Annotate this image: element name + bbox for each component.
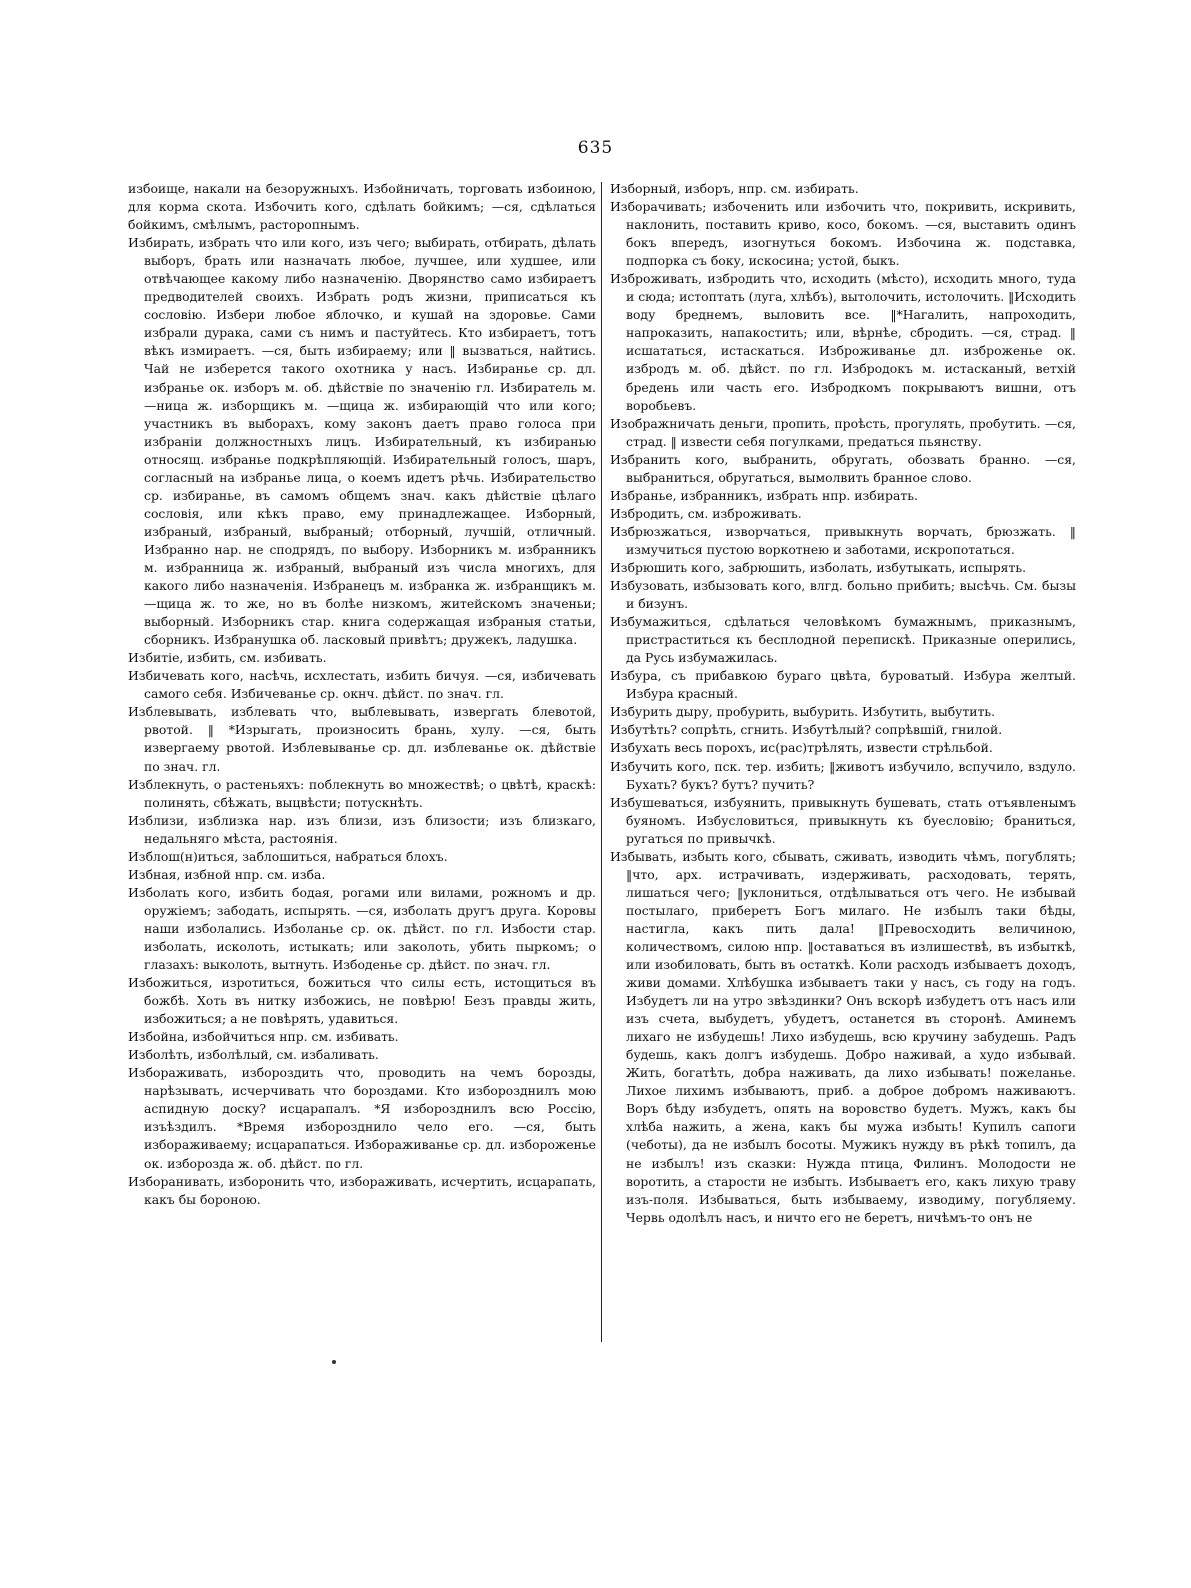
dictionary-entry: Избывать, избыть кого, сбывать, сживать, изводить чѣмъ, погублять; ‖что, арх. истрачивать, издерживать, расходовать, терять, лишаться чего; ‖уклониться, отдѣлываться отъ чего. Не избывай постылаго, приберетъ Богъ милаго. Не избылъ таки бѣды, настигла, какъ пить дала! ‖Превосходить величиною, количествомъ, силою нпр. ‖оставаться въ излишествѣ, въ избыткѣ, или изобиловать, быть въ остаткѣ. Коли расходъ избываетъ доходъ, живи домами. Хлѣбушка избываетъ таки у насъ, съ году на годъ. Избудетъ ли на утро звѣздинки? Онъ вскорѣ избудетъ отъ насъ или изъ счета, выбудетъ, убудетъ, останется въ сторонѣ. Аминемъ лихаго не избудешь! Лихо избудешь, всю кручину забудешь. Радъ будешь, какъ долгъ избудешь. Добро наживай, а худо избывай. Жить, богатѣть, добра наживать, да лихо избывать! пожеланье. Лихое лихимъ избываютъ, приб. а доброе добромъ наживаютъ. Воръ бѣду избудетъ, опять на воровство будетъ. Мужъ, какъ бы хлѣба нажить, а жена, какъ бы мужа избыть! Купилъ сапоги (чеботы), да не избылъ босоты. Мужикъ нужду въ рѣкѣ топилъ, да не избылъ! изъ сказки: Нужда птица, Филинъ. Молодости не воротить, а старости не избыть. Избываетъ его, какъ лихую траву изъ-поля. Избываться, быть избываему, изводиму, погубляему. Червь одолѣлъ насъ, и ничто его не беретъ, ничѣмъ-то онъ не — [610, 848, 1076, 1225]
dictionary-entry: Изблош(н)иться, заблошиться, набраться блохъ. — [128, 848, 448, 864]
dictionary-entry: Избутѣть? сопрѣть, сгнить. Избутѣлый? сопрѣвшій, гнилой. — [610, 722, 1003, 738]
dictionary-entry: Избойна, избойчиться нпр. см. избивать. — [128, 1029, 399, 1045]
dictionary-entry: Избитіе, избить, см. избивать. — [128, 650, 327, 666]
dictionary-entry: Изболѣть, изболѣлый, см. избаливать. — [128, 1047, 379, 1063]
dictionary-entry: Изболать кого, избить бодая, рогами или вилами, рожномъ и др. оружіемъ; забодать, испырять. —ся, изболать другъ друга. Коровы наши изболались. Изболанье ср. ок. дѣйст. по гл. Избости стар. изболать, исколоть, истыкать; или заколоть, убить пыркомъ; о глазахъ: выколоть, вытнуть. Избоденье ср. дѣйст. по знач. гл. — [128, 884, 596, 973]
dictionary-entry: Изображничать деньги, пропить, проѣсть, прогулять, пробутить. —ся, страд. ‖ извести себя погулками, предаться пьянству. — [610, 415, 1076, 449]
page-number: 635 — [577, 138, 614, 158]
dictionary-entry: Избораживать, избороздить что, проводить на чемъ борозды, нарѣзывать, исчерчивать что бороздами. Кто изборозднилъ мою аспидную доску? исцарапалъ. *Я изборозднилъ всю Россію, изъѣздилъ. *Время изборозднило чело его. —ся, быть избораживаему; исцарапаться. Избораживанье ср. дл. избороженье ок. изборозда ж. об. дѣйст. по гл. — [128, 1065, 596, 1171]
left-column — [128, 180, 596, 1360]
right-column — [610, 180, 1076, 1400]
dictionary-entry: Избушеваться, избуянить, привыкнуть бушевать, стать отъявленымъ буяномъ. Избусловиться, привыкнуть къ буесловію; браниться, ругаться по привычкѣ. — [610, 794, 1076, 846]
dictionary-entry: Изблекнуть, о растеньяхъ: поблекнуть во множествѣ; о цвѣтѣ, краскѣ: полинять, сбѣжать, выцвѣсти; потускнѣть. — [128, 776, 596, 810]
dictionary-entry: Избрюзжаться, изворчаться, привыкнуть ворчать, брюзжать. ‖ измучиться пустою воркотнею и заботами, искропотаться. — [610, 523, 1076, 557]
dictionary-entry: Изблизи, изблизка нар. изъ близи, изъ близости; изъ близкаго, недальняго мѣста, растоянія. — [128, 812, 596, 846]
dictionary-entry: Изброживать, избродить что, исходить (мѣсто), исходить много, туда и сюда; истоптать (луга, хлѣбъ), вытолочить, истолочить. ‖Исходить воду бреднемъ, выловить все. ‖*Нагалить, напроходить, напроказить, напакостить; или, вѣрнѣе, сбродить. —ся, страд. ‖ исшататься, истаскаться. Изброживанье дл. изброженье ок. избродъ м. об. дѣйст. по гл. Избродокъ м. истасканый, ветхій бредень или часть его. Избродкомъ покрываютъ вишни, отъ воробьевъ. — [610, 271, 1076, 413]
dictionary-entry: Избичевать кого, насѣчь, исхлестать, избить бичуя. —ся, избичевать самого себя. Избичеванье ср. окнч. дѣйст. по знач. гл. — [128, 668, 596, 702]
dictionary-entry: Избухать весь порохъ, ис(рас)трѣлять, извести стрѣльбой. — [610, 740, 993, 756]
dictionary-entry: Избродить, см. изброживать. — [610, 505, 802, 521]
dictionary-entry: Изборачивать; избоченить или избочить что, покривить, искривить, наклонить, поставить криво, косо, бокомъ. —ся, выставить одинъ бокъ впередъ, изогнуться бокомъ. Избочина ж. подставка, подпорка съ боку, искосина; устой, быкъ. — [610, 199, 1076, 269]
dictionary-entry: Избожиться, изротиться, божиться что силы есть, истощиться въ божбѣ. Хоть въ нитку избожись, не повѣрю! Безъ правды жить, избожиться; а не повѣрять, удавиться. — [128, 975, 596, 1027]
dictionary-entry: Избирать, избрать что или кого, изъ чего; выбирать, отбирать, дѣлать выборъ, брать или назначать любое, лучшее, или худшее, или отвѣчающее какому либо назначенію. Дворянство само избираетъ предводителей своихъ. Избрать родъ жизни, приписаться къ сословію. Избери любое яблочко, и кушай на здоровье. Сами избрали дурака, сами съ нимъ и пастуйтесь. Кто избираетъ, тотъ вѣкъ измираетъ. —ся, быть избираему; или ‖ вызваться, найтись. Чай не изберется такого охотника у насъ. Избиранье ср. дл. избранье ок. изборъ м. об. дѣйствіе по значенію гл. Избиратель м. —ница ж. изборщикъ м. —щица ж. избирающій что или кого; участникъ въ выборахъ, кому законъ даетъ право голоса при избраніи должностныхъ лицъ. Избирательный, къ избиранью относящ. избранье подкрѣпляющій. Избирательный голосъ, шаръ, согласный на избранье лица, о коемъ идетъ рѣчь. Избирательство ср. избиранье, въ самомъ общемъ знач. какъ дѣйствіе цѣлаго сословія, или кѣкъ право, ему принадлежащее. Изборный, избраный, избраный, выбраный; отборный, лучшій, отличный. Избранно нар. не сподрядъ, по выбору. Изборникъ м. избранникъ м. избранница ж. избраный, выбраный изъ числа многихъ, для какого либо назначенія. Избранецъ м. избранка ж. избранщикъ м. —щица ж. то же, но въ болѣе низкомъ, житейскомъ значеньи; выборный. Изборникъ стар. книга содержащая избраныя статьи, сборникъ. Избранушка об. ласковый привѣтъ; дружекъ, ладушка. — [128, 235, 596, 648]
dictionary-entry: Избная, избной нпр. см. изба. — [128, 866, 326, 882]
dictionary-entry: Избурить дыру, пробурить, выбурить. Избутить, выбутить. — [610, 704, 996, 720]
dictionary-entry: Избранье, избранникъ, избрать нпр. избирать. — [610, 487, 918, 503]
column-divider — [601, 182, 602, 1342]
dictionary-entry: Избузовать, избызовать кого, влгд. больно прибить; высѣчь. См. бызы и бизунъ. — [610, 578, 1076, 612]
dictionary-entry: Избранить кого, выбранить, обругать, обозвать бранно. —ся, выбраниться, обругаться, вымолвить бранное слово. — [610, 451, 1076, 485]
dictionary-entry: избоище, накали на безоружныхъ. Избойничать, торговать избоиною, для корма скота. Избочить кого, сдѣлать бойкимъ; —ся, сдѣлаться бойкимъ, смѣлымъ, расторопнымъ. — [128, 181, 596, 233]
stray-ink-dot — [332, 1360, 336, 1364]
dictionary-entry: Избрюшить кого, забрюшить, изболать, избутыкать, испырять. — [610, 559, 1027, 575]
dictionary-entry: Избура, съ прибавкою бураго цвѣта, буроватый. Избура желтый. Избура красный. — [610, 668, 1076, 702]
dictionary-entry: Изборный, изборъ, нпр. см. избирать. — [610, 181, 859, 196]
dictionary-entry: Изблевывать, изблевать что, выблевывать, извергать блевотой, рвотой. ‖ *Изрыгать, произносить брань, хулу. —ся, быть извергаему рвотой. Изблевыванье ср. дл. изблеванье ок. дѣйствіе по знач. гл. — [128, 704, 596, 774]
dictionary-entry: Изборанивать, изборонить что, избораживать, исчертить, исцарапать, какъ бы бороною. — [128, 1173, 596, 1207]
dictionary-entry: Избучить кого, пск. тер. избить; ‖животъ избучило, вспучило, вздуло. Бухать? букъ? бутъ? пучить? — [610, 758, 1076, 792]
dictionary-entry: Избумажиться, сдѣлаться человѣкомъ бумажнымъ, приказнымъ, пристраститься къ бесплодной перепискѣ. Приказные оперились, да Русь избумажилась. — [610, 614, 1076, 666]
